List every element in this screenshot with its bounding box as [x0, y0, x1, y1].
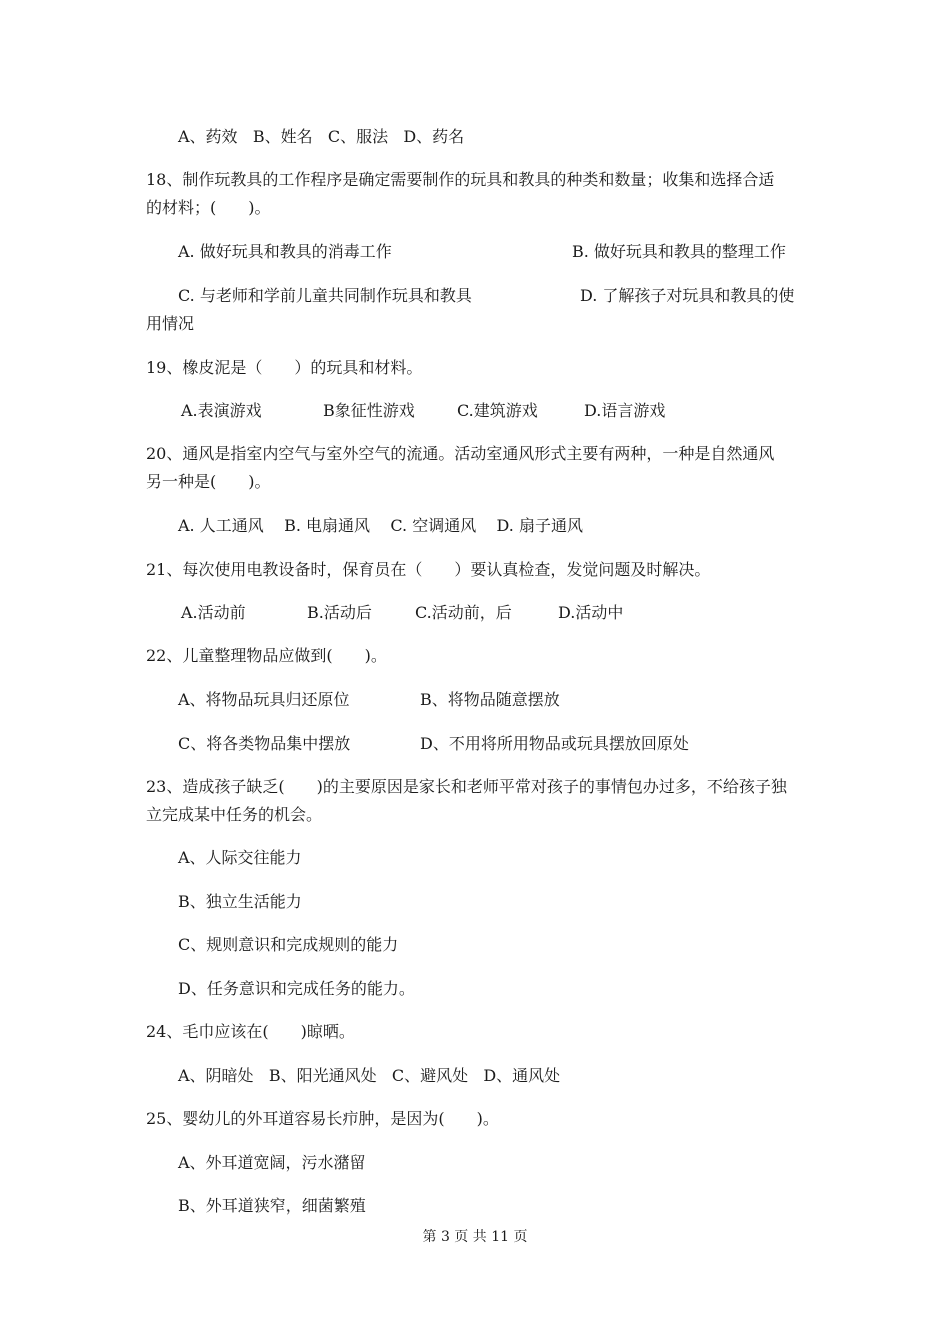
q18-option-b: B. 做好玩具和教具的整理工作 [572, 242, 786, 261]
q18-option-d-cont: 用情况 [146, 314, 195, 333]
q23-option-c: C、规则意识和完成规则的能力 [178, 935, 399, 954]
q23-option-b: B、独立生活能力 [178, 892, 302, 911]
q23-option-a: A、人际交往能力 [178, 848, 302, 867]
q25-option-b: B、外耳道狭窄，细菌繁殖 [178, 1196, 366, 1215]
q22-option-b: B、将物品随意摆放 [420, 690, 560, 709]
q19-option-c: C.建筑游戏 [457, 401, 538, 420]
q18-stem: 18、制作玩教具的工作程序是确定需要制作的玩具和教具的种类和数量；收集和选择合适 [146, 170, 775, 189]
q23-stem: 23、造成孩子缺乏( )的主要原因是家长和老师平常对孩子的事情包办过多，不给孩子独 [146, 777, 787, 796]
q20-stem-cont: 另一种是( )。 [146, 472, 271, 491]
q19-option-b: B象征性游戏 [323, 401, 415, 420]
q22-option-a: A、将物品玩具归还原位 [178, 690, 350, 709]
q18-option-d: D. 了解孩子对玩具和教具的使 [580, 286, 795, 305]
q22-stem: 22、儿童整理物品应做到( )。 [146, 646, 387, 665]
q21-option-c: C.活动前，后 [415, 603, 512, 622]
q18-option-c: C. 与老师和学前儿童共同制作玩具和教具 [178, 286, 472, 305]
q17-options: A、药效 B、姓名 C、服法 D、药名 [178, 127, 465, 146]
q20-stem: 20、通风是指室内空气与室外空气的流通。活动室通风形式主要有两种，一种是自然通风 [146, 444, 775, 463]
q22-option-c: C、将各类物品集中摆放 [178, 734, 351, 753]
q20-options: A. 人工通风 B. 电扇通风 C. 空调通风 D. 扇子通风 [178, 516, 583, 535]
q21-option-b: B.活动后 [307, 603, 372, 622]
page-footer: 第 3 页 共 11 页 [422, 1229, 528, 1245]
q18-option-a: A. 做好玩具和教具的消毒工作 [178, 242, 392, 261]
q25-stem: 25、婴幼儿的外耳道容易长疖肿，是因为( )。 [146, 1109, 499, 1128]
q19-option-d: D.语言游戏 [584, 401, 666, 420]
q18-stem-cont: 的材料；( )。 [146, 198, 271, 217]
q24-stem: 24、毛巾应该在( )晾晒。 [146, 1022, 355, 1041]
q22-option-d: D、不用将所用物品或玩具摆放回原处 [420, 734, 689, 753]
q23-stem-cont: 立完成某中任务的机会。 [146, 805, 323, 824]
q19-stem: 19、橡皮泥是（ ）的玩具和材料。 [146, 358, 423, 377]
q21-option-a: A.活动前 [181, 603, 246, 622]
q21-stem: 21、每次使用电教设备时，保育员在（ ）要认真检查，发觉问题及时解决。 [146, 560, 711, 579]
q21-option-d: D.活动中 [558, 603, 624, 622]
q24-options: A、阴暗处 B、阳光通风处 C、避风处 D、通风处 [178, 1066, 561, 1085]
q25-option-a: A、外耳道宽阔，污水潴留 [178, 1153, 366, 1172]
q19-option-a: A.表演游戏 [181, 401, 262, 420]
q23-option-d: D、任务意识和完成任务的能力。 [178, 979, 415, 998]
